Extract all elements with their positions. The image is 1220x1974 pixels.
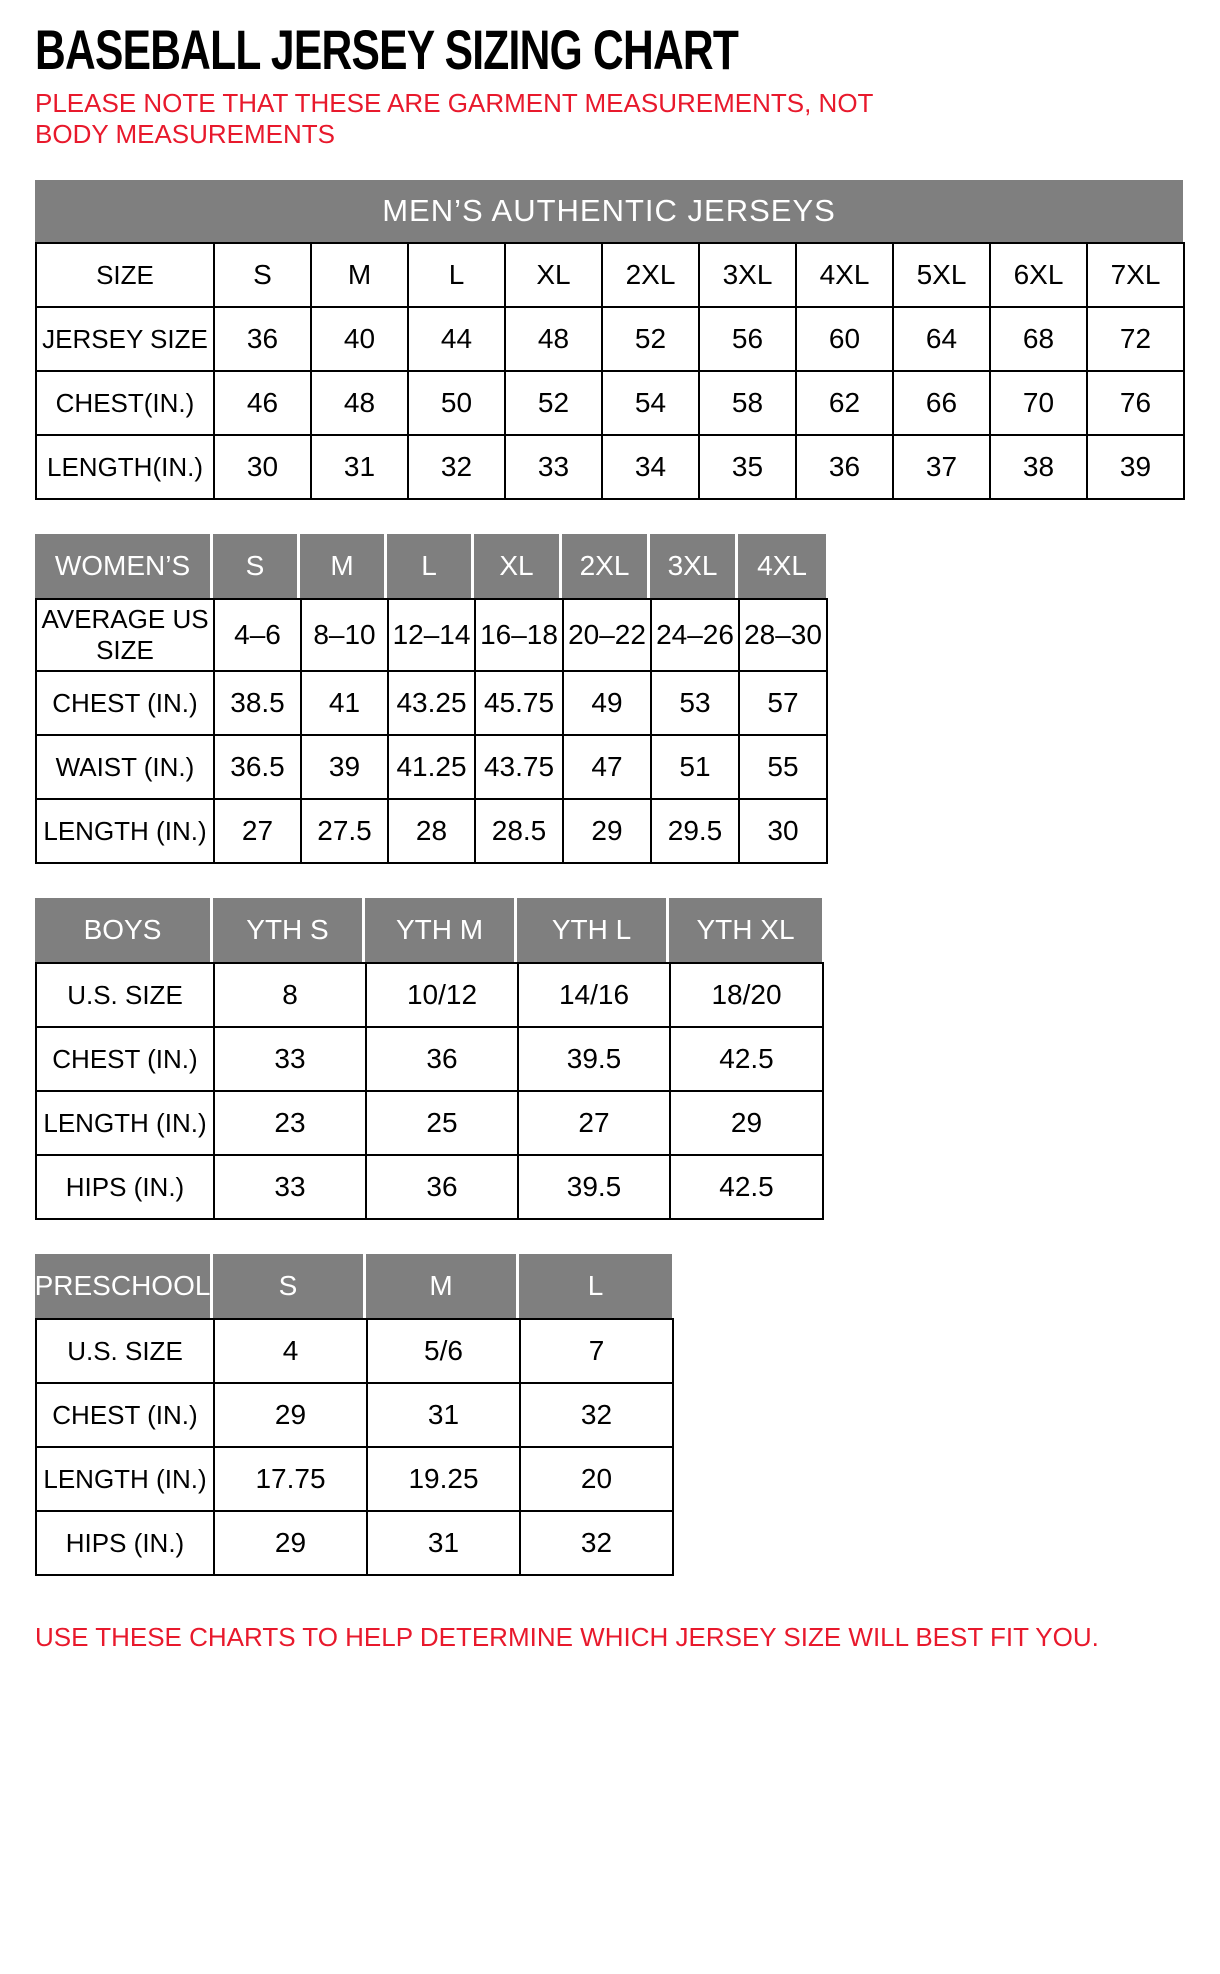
table-row [36, 1319, 673, 1383]
size-value-cell: 19.25 [367, 1447, 520, 1511]
size-value-cell: 33 [214, 1027, 366, 1091]
column-header: YTH L [517, 898, 669, 962]
measurement-note: PLEASE NOTE THAT THESE ARE GARMENT MEASUREMENTS, NOT BODY MEASUREMENTS [35, 88, 873, 150]
size-value-cell: 35 [699, 435, 796, 499]
table-row [36, 243, 1184, 307]
size-value-cell: 27 [518, 1091, 670, 1155]
size-value-cell: 27 [214, 799, 301, 863]
table-row [36, 599, 827, 671]
size-value-cell: 39.5 [518, 1027, 670, 1091]
table-row [36, 735, 827, 799]
size-value-cell: 36 [366, 1027, 518, 1091]
row-label: CHEST (IN.) [36, 671, 214, 735]
table-row [36, 1091, 823, 1155]
mens-size-table [35, 242, 1185, 500]
table-row [36, 371, 1184, 435]
size-value-cell: 38 [990, 435, 1087, 499]
size-value-cell: 3XL [699, 243, 796, 307]
row-label: AVERAGE US SIZE [36, 599, 214, 671]
size-value-cell: 43.75 [475, 735, 563, 799]
womens-header-row [35, 534, 826, 598]
table-row [36, 435, 1184, 499]
size-value-cell: 47 [563, 735, 651, 799]
size-value-cell: 23 [214, 1091, 366, 1155]
row-label: HIPS (IN.) [36, 1511, 214, 1575]
size-value-cell: 5XL [893, 243, 990, 307]
table-row [36, 1511, 673, 1575]
size-value-cell: 4 [214, 1319, 367, 1383]
size-value-cell: 43.25 [388, 671, 475, 735]
size-value-cell: 28–30 [739, 599, 827, 671]
size-value-cell: 48 [505, 307, 602, 371]
size-value-cell: XL [505, 243, 602, 307]
table-title-cell: WOMEN’S [35, 534, 213, 598]
size-value-cell: 48 [311, 371, 408, 435]
table-row [36, 963, 823, 1027]
size-value-cell: 31 [311, 435, 408, 499]
size-value-cell: 38.5 [214, 671, 301, 735]
size-value-cell: 45.75 [475, 671, 563, 735]
size-value-cell: 50 [408, 371, 505, 435]
size-value-cell: 29 [214, 1511, 367, 1575]
boys-size-table [35, 962, 824, 1220]
size-value-cell: 28.5 [475, 799, 563, 863]
size-value-cell: 29 [214, 1383, 367, 1447]
size-value-cell: 32 [520, 1511, 673, 1575]
size-value-cell: 20 [520, 1447, 673, 1511]
size-value-cell: 53 [651, 671, 739, 735]
size-value-cell: 60 [796, 307, 893, 371]
size-value-cell: 18/20 [670, 963, 823, 1027]
size-value-cell: 32 [408, 435, 505, 499]
row-label: U.S. SIZE [36, 1319, 214, 1383]
column-header: YTH XL [669, 898, 822, 962]
size-value-cell: 36.5 [214, 735, 301, 799]
size-value-cell: 4–6 [214, 599, 301, 671]
row-label: LENGTH (IN.) [36, 799, 214, 863]
column-header: YTH M [365, 898, 517, 962]
size-value-cell: 12–14 [388, 599, 475, 671]
size-value-cell: 31 [367, 1511, 520, 1575]
row-label: CHEST(IN.) [36, 371, 214, 435]
column-header: YTH S [213, 898, 365, 962]
size-value-cell: 52 [505, 371, 602, 435]
row-label: LENGTH (IN.) [36, 1091, 214, 1155]
boys-header-row [35, 898, 822, 962]
column-header: M [366, 1254, 519, 1318]
size-value-cell: 29 [563, 799, 651, 863]
column-header: 2XL [562, 534, 650, 598]
footer-note: USE THESE CHARTS TO HELP DETERMINE WHICH JERSEY SIZE WILL BEST FIT YOU. [35, 1622, 1099, 1653]
size-value-cell: 66 [893, 371, 990, 435]
size-value-cell: 39 [1087, 435, 1184, 499]
row-label: JERSEY SIZE [36, 307, 214, 371]
size-value-cell: 5/6 [367, 1319, 520, 1383]
size-value-cell: 46 [214, 371, 311, 435]
column-header: S [213, 1254, 366, 1318]
size-value-cell: S [214, 243, 311, 307]
preschool-jerseys-table [35, 1254, 1185, 1576]
size-value-cell: 27.5 [301, 799, 388, 863]
size-value-cell: 56 [699, 307, 796, 371]
size-value-cell: 30 [214, 435, 311, 499]
column-header: S [213, 534, 300, 598]
size-value-cell: 8–10 [301, 599, 388, 671]
row-label: SIZE [36, 243, 214, 307]
size-value-cell: 64 [893, 307, 990, 371]
size-value-cell: 39 [301, 735, 388, 799]
size-value-cell: 31 [367, 1383, 520, 1447]
row-label: CHEST (IN.) [36, 1027, 214, 1091]
size-value-cell: 54 [602, 371, 699, 435]
size-value-cell: M [311, 243, 408, 307]
size-value-cell: 41 [301, 671, 388, 735]
size-value-cell: 8 [214, 963, 366, 1027]
size-value-cell: 16–18 [475, 599, 563, 671]
row-label: HIPS (IN.) [36, 1155, 214, 1219]
size-value-cell: 55 [739, 735, 827, 799]
size-value-cell: 24–26 [651, 599, 739, 671]
table-row [36, 1447, 673, 1511]
size-value-cell: 42.5 [670, 1155, 823, 1219]
size-value-cell: L [408, 243, 505, 307]
page-title: BASEBALL JERSEY SIZING CHART [35, 18, 739, 81]
size-value-cell: 7XL [1087, 243, 1184, 307]
table-row [36, 671, 827, 735]
womens-size-table [35, 598, 828, 864]
column-header: 4XL [738, 534, 826, 598]
size-value-cell: 58 [699, 371, 796, 435]
size-value-cell: 42.5 [670, 1027, 823, 1091]
column-header: L [519, 1254, 672, 1318]
womens-jerseys-table [35, 534, 1185, 864]
size-value-cell: 29.5 [651, 799, 739, 863]
table-title-cell: BOYS [35, 898, 213, 962]
mens-jerseys-table [35, 180, 1185, 500]
size-value-cell: 44 [408, 307, 505, 371]
size-value-cell: 52 [602, 307, 699, 371]
size-value-cell: 14/16 [518, 963, 670, 1027]
table-row [36, 799, 827, 863]
size-value-cell: 4XL [796, 243, 893, 307]
preschool-size-table [35, 1318, 674, 1576]
table-row [36, 1155, 823, 1219]
size-value-cell: 2XL [602, 243, 699, 307]
size-value-cell: 28 [388, 799, 475, 863]
size-value-cell: 34 [602, 435, 699, 499]
size-value-cell: 36 [366, 1155, 518, 1219]
column-header: M [300, 534, 387, 598]
row-label: LENGTH(IN.) [36, 435, 214, 499]
size-value-cell: 72 [1087, 307, 1184, 371]
size-value-cell: 30 [739, 799, 827, 863]
size-value-cell: 41.25 [388, 735, 475, 799]
table-title-cell: PRESCHOOL [35, 1254, 213, 1318]
size-value-cell: 20–22 [563, 599, 651, 671]
boys-jerseys-table [35, 898, 1185, 1220]
column-header: L [387, 534, 474, 598]
size-value-cell: 33 [505, 435, 602, 499]
size-value-cell: 76 [1087, 371, 1184, 435]
size-value-cell: 57 [739, 671, 827, 735]
row-label: CHEST (IN.) [36, 1383, 214, 1447]
size-value-cell: 36 [796, 435, 893, 499]
size-value-cell: 40 [311, 307, 408, 371]
size-value-cell: 10/12 [366, 963, 518, 1027]
row-label: LENGTH (IN.) [36, 1447, 214, 1511]
size-value-cell: 7 [520, 1319, 673, 1383]
size-value-cell: 37 [893, 435, 990, 499]
table-row [36, 1027, 823, 1091]
size-value-cell: 62 [796, 371, 893, 435]
size-value-cell: 6XL [990, 243, 1087, 307]
size-value-cell: 51 [651, 735, 739, 799]
column-header: 3XL [650, 534, 738, 598]
table-row [36, 1383, 673, 1447]
mens-table-banner: MEN’S AUTHENTIC JERSEYS [35, 180, 1183, 242]
size-value-cell: 36 [214, 307, 311, 371]
size-value-cell: 49 [563, 671, 651, 735]
size-value-cell: 17.75 [214, 1447, 367, 1511]
table-row [36, 307, 1184, 371]
size-value-cell: 68 [990, 307, 1087, 371]
preschool-header-row [35, 1254, 672, 1318]
size-value-cell: 33 [214, 1155, 366, 1219]
size-value-cell: 39.5 [518, 1155, 670, 1219]
size-value-cell: 32 [520, 1383, 673, 1447]
size-value-cell: 29 [670, 1091, 823, 1155]
size-value-cell: 25 [366, 1091, 518, 1155]
row-label: WAIST (IN.) [36, 735, 214, 799]
row-label: U.S. SIZE [36, 963, 214, 1027]
size-value-cell: 70 [990, 371, 1087, 435]
column-header: XL [474, 534, 562, 598]
